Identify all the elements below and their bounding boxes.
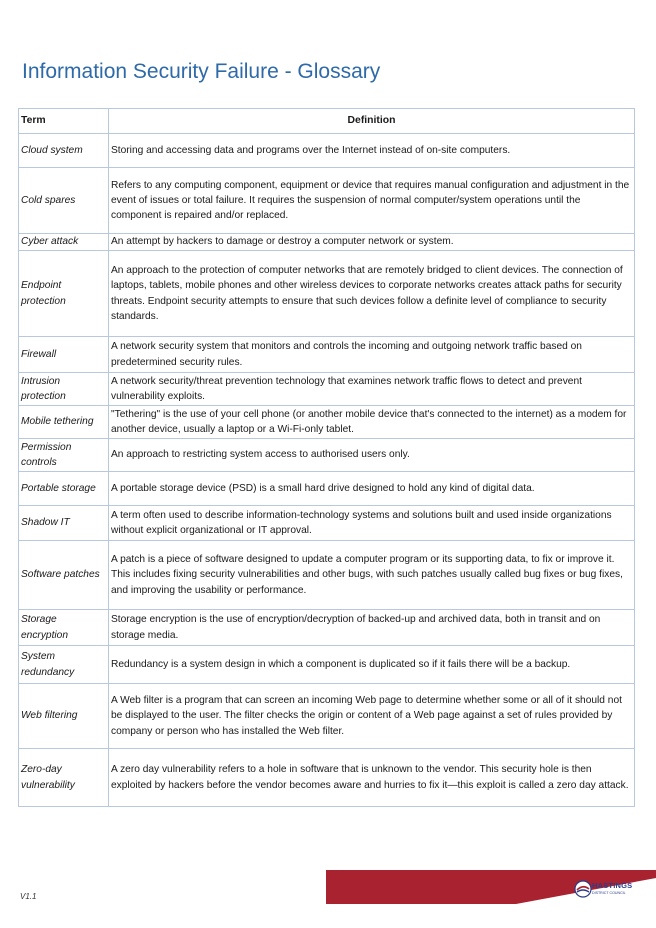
term-cell: Firewall xyxy=(19,337,109,373)
definition-cell: A portable storage device (PSD) is a small hard drive designed to hold any kind of digital data. xyxy=(109,472,635,506)
term-cell: Portable storage xyxy=(19,472,109,506)
council-logo xyxy=(574,880,654,900)
term-cell: Intrusion protection xyxy=(19,373,109,406)
definition-cell: Storage encryption is the use of encryption/decryption of backed-up and archived data, both in transit and on storage media. xyxy=(109,610,635,646)
term-cell: Permission controls xyxy=(19,439,109,472)
term-cell: Zero-day vulnerability xyxy=(19,749,109,807)
table-row xyxy=(19,749,635,807)
page-title: Information Security Failure - Glossary xyxy=(22,60,381,83)
definition-cell: A patch is a piece of software designed to update a computer program or its supporting data, to fix or improve it. This includes fixing security vulnerabilities and other bugs, with such patches usually called bug fixes or bug fixes, and improving the usability or performance. xyxy=(109,541,635,610)
term-column-header: Term xyxy=(19,109,109,134)
table-row xyxy=(19,506,635,541)
table-header-row xyxy=(19,109,635,134)
table-row xyxy=(19,373,635,406)
term-cell: Endpoint protection xyxy=(19,251,109,337)
definition-cell: An approach to restricting system access to authorised users only. xyxy=(109,439,635,472)
version-label: V1.1 xyxy=(20,892,37,901)
logo-emblem-icon xyxy=(574,880,592,898)
definition-column-header: Definition xyxy=(109,109,635,134)
table-row xyxy=(19,251,635,337)
term-cell: Shadow IT xyxy=(19,506,109,541)
definition-cell: An attempt by hackers to damage or destroy a computer network or system. xyxy=(109,234,635,251)
definition-cell: A term often used to describe information-technology systems and solutions built and used inside organizations without explicit organizational or IT approval. xyxy=(109,506,635,541)
term-cell: Cold spares xyxy=(19,168,109,234)
definition-cell: A network security system that monitors and controls the incoming and outgoing network traffic based on predetermined security rules. xyxy=(109,337,635,373)
term-cell: Web filtering xyxy=(19,684,109,749)
definition-cell: Redundancy is a system design in which a component is duplicated so if it fails there will be a backup. xyxy=(109,646,635,684)
term-cell: System redundancy xyxy=(19,646,109,684)
logo-name: HASTINGS xyxy=(592,881,633,890)
definition-cell: An approach to the protection of computer networks that are remotely bridged to client devices. The connection of laptops, tablets, mobile phones and other wireless devices to corporate networks creates attack paths for security threats. Endpoint security attempts to ensure that such devices follow a definite level of compliance to security standards. xyxy=(109,251,635,337)
definition-cell: Storing and accessing data and programs over the Internet instead of on-site computers. xyxy=(109,134,635,168)
table-row xyxy=(19,472,635,506)
table-row xyxy=(19,646,635,684)
definition-cell: "Tethering" is the use of your cell phone (or another mobile device that's connected to the internet) as a modem for another device, usually a laptop or a Wi-Fi-only tablet. xyxy=(109,406,635,439)
table-row xyxy=(19,439,635,472)
table-row xyxy=(19,541,635,610)
logo-subtitle: DISTRICT COUNCIL xyxy=(592,891,626,895)
table-row xyxy=(19,684,635,749)
table-row xyxy=(19,337,635,373)
definition-cell: A zero day vulnerability refers to a hole in software that is unknown to the vendor. This security hole is then exploited by hackers before the vendor becomes aware and hurries to fix it—this exploit is called a zero day attack. xyxy=(109,749,635,807)
definition-cell: A network security/threat prevention technology that examines network traffic flows to detect and prevent vulnerability exploits. xyxy=(109,373,635,406)
term-cell: Cyber attack xyxy=(19,234,109,251)
glossary-table xyxy=(18,108,635,807)
table-row xyxy=(19,168,635,234)
term-cell: Cloud system xyxy=(19,134,109,168)
definition-cell: A Web filter is a program that can screen an incoming Web page to determine whether some or all of it should not be displayed to the user. The filter checks the origin or content of a Web page against a set of rules provided by company or person who has installed the Web filter. xyxy=(109,684,635,749)
term-cell: Mobile tethering xyxy=(19,406,109,439)
term-cell: Software patches xyxy=(19,541,109,610)
table-row xyxy=(19,134,635,168)
table-row xyxy=(19,234,635,251)
table-row xyxy=(19,610,635,646)
definition-cell: Refers to any computing component, equipment or device that requires manual configuration and adjustment in the event of issues or total failure. It requires the suspension of normal computer/system operations until the component is repaired and/or replaced. xyxy=(109,168,635,234)
table-row xyxy=(19,406,635,439)
term-cell: Storage encryption xyxy=(19,610,109,646)
